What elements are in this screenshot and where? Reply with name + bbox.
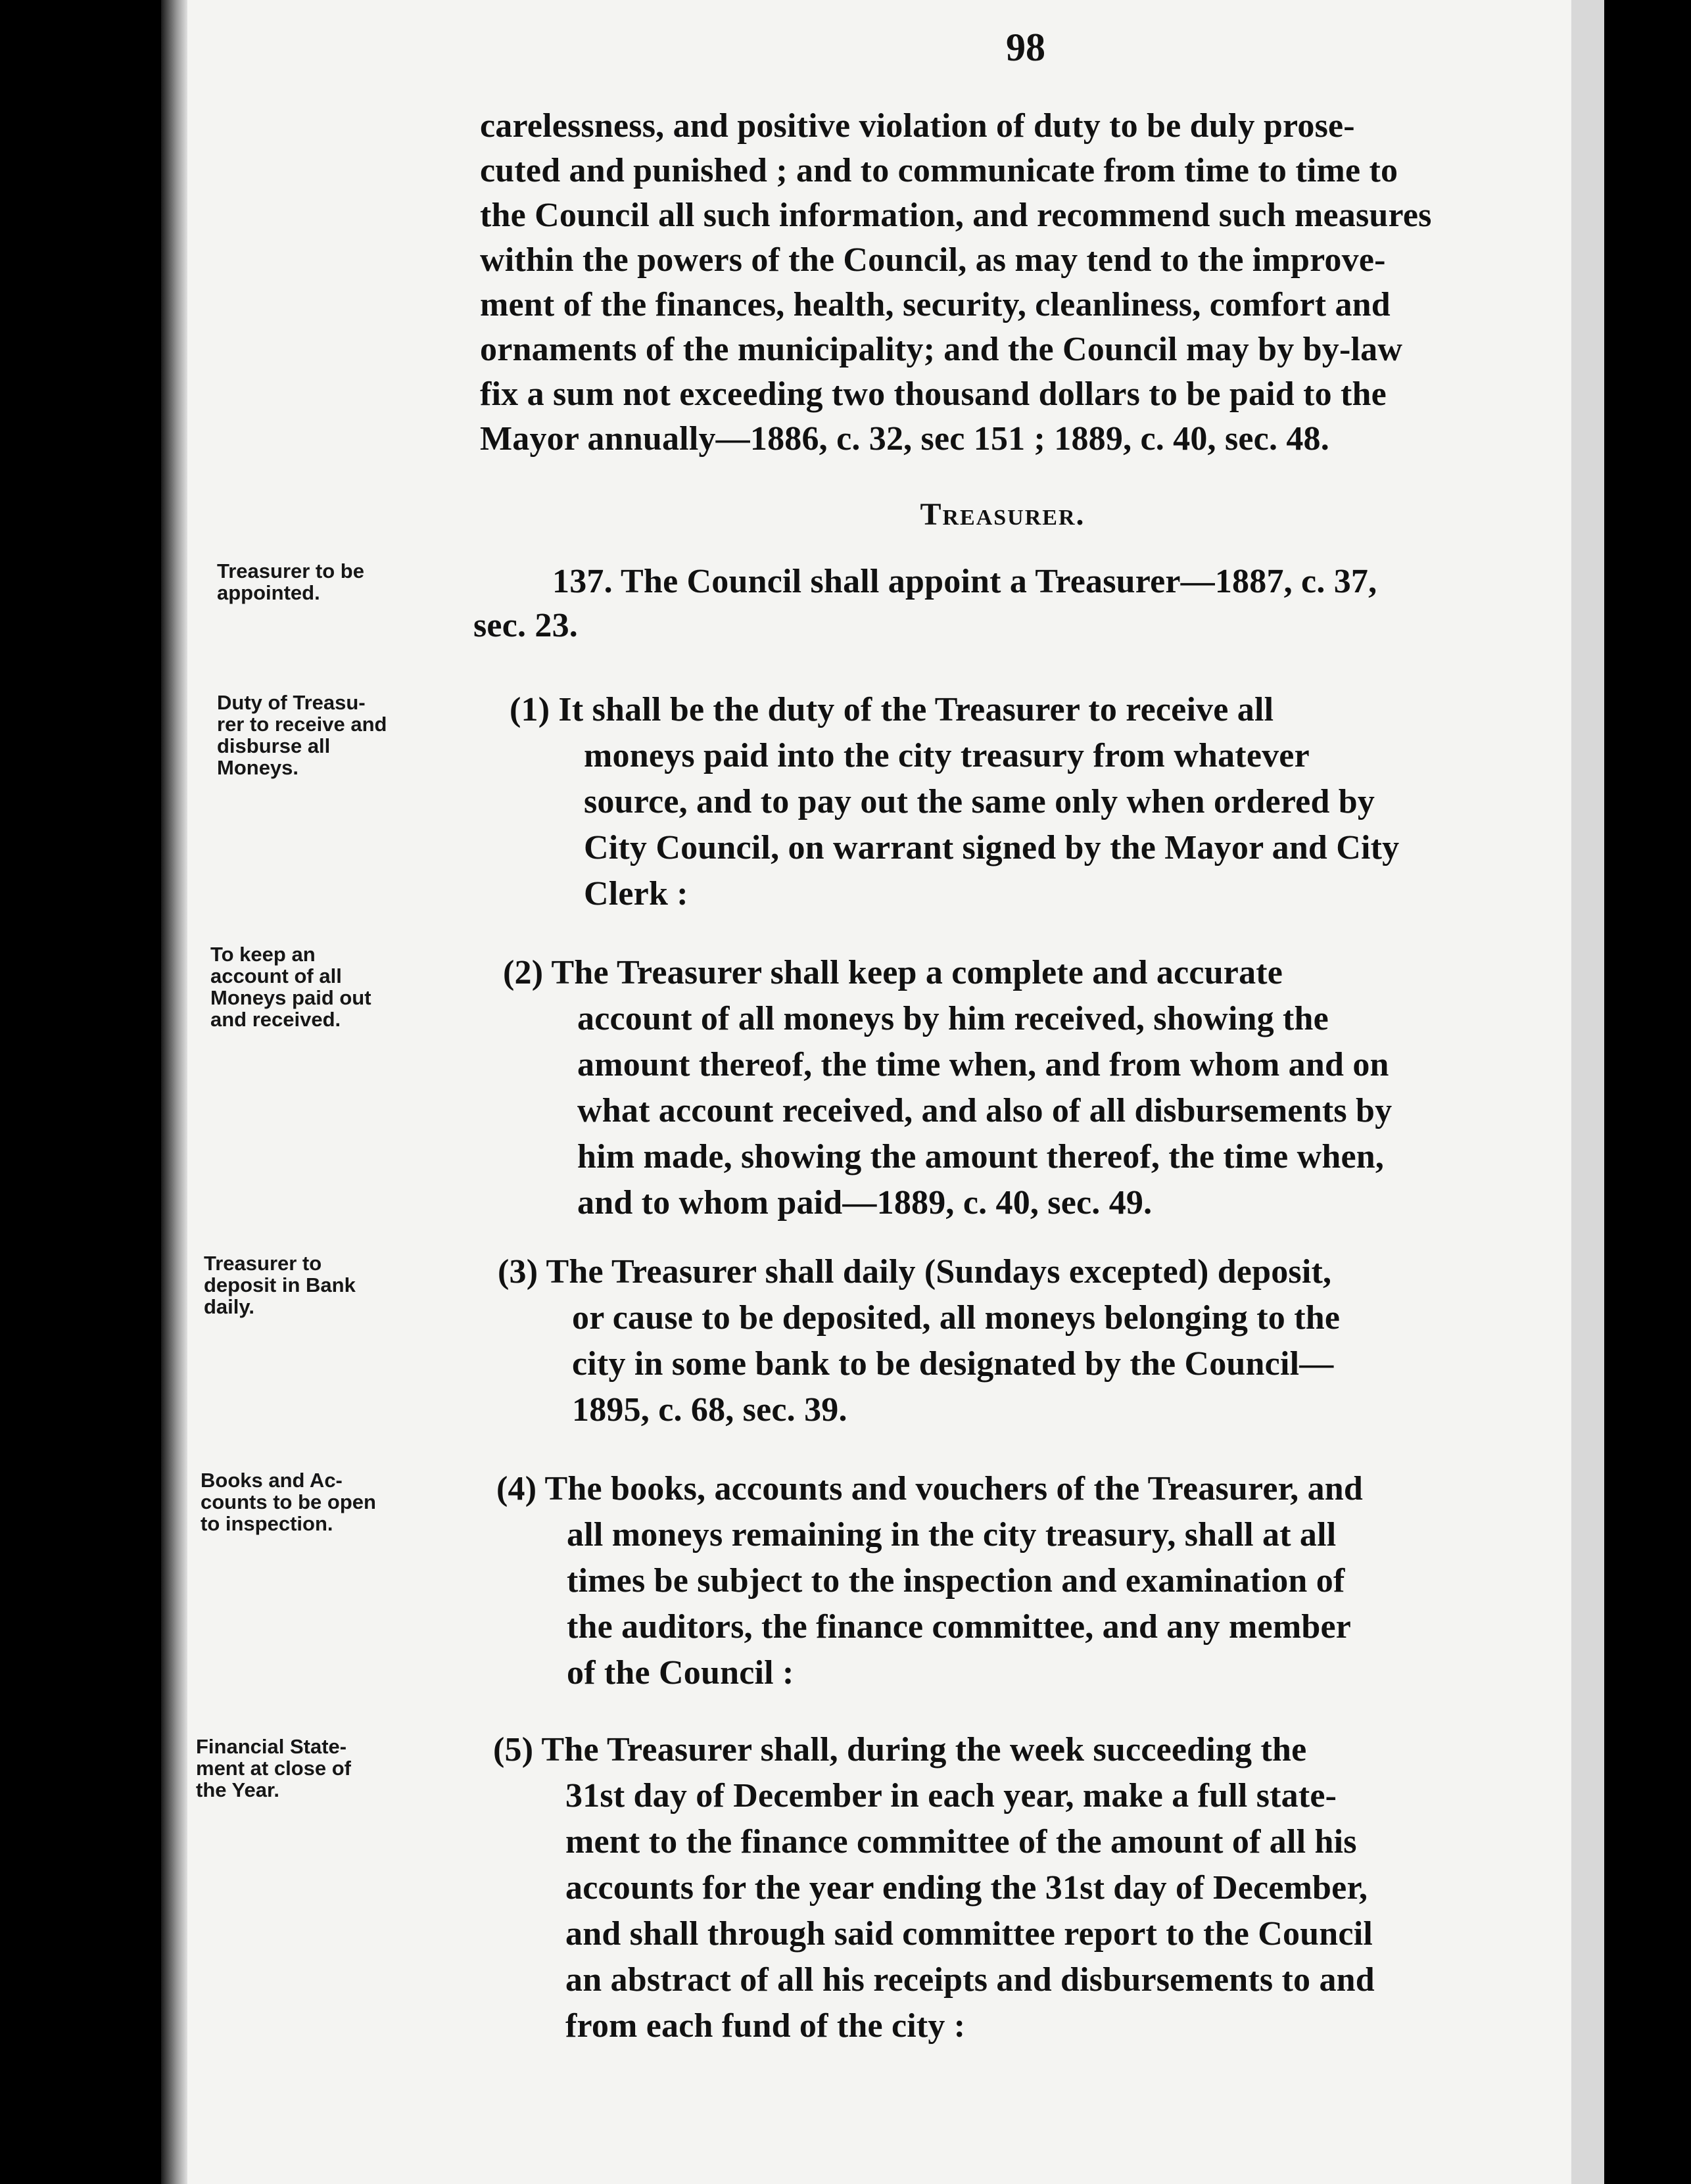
text-line: ornaments of the municipality; and the Council may by by-law (480, 331, 1403, 368)
text-line: 137. The Council shall appoint a Treasurer—1887, c. 37, (552, 563, 1377, 600)
text-line: and shall through said committee report to the Council (565, 1915, 1373, 1953)
text-line: City Council, on warrant signed by the Mayor and City (584, 829, 1400, 866)
text-line: 31st day of December in each year, make a full state- (565, 1777, 1337, 1815)
text-line: 1895, c. 68, sec. 39. (572, 1391, 847, 1429)
text-line: from each fund of the city : (565, 2007, 966, 2045)
page-number: 98 (1006, 26, 1045, 69)
text-line: of the Council : (567, 1654, 794, 1692)
text-line: (4) The books, accounts and vouchers of the Treasurer, and (496, 1470, 1364, 1507)
text-line: amount thereof, the time when, and from whom and on (577, 1046, 1389, 1083)
text-line: Mayor annually—1886, c. 32, sec 151 ; 1889, c. 40, sec. 48. (480, 420, 1329, 458)
text-line: moneys paid into the city treasury from whatever (584, 737, 1310, 774)
margin-note-books-open-to-inspection: Books and Ac- counts to be open to inspection. (201, 1469, 376, 1535)
text-line: Clerk : (584, 875, 688, 913)
text-line: the auditors, the finance committee, and any member (567, 1608, 1352, 1646)
text-line: cuted and punished ; and to communicate from time to time to (480, 152, 1398, 189)
margin-note-deposit-in-bank: Treasurer to deposit in Bank daily. (204, 1252, 356, 1318)
text-line: ment to the finance committee of the amount of all his (565, 1823, 1357, 1861)
scan-border-left (0, 0, 161, 2184)
text-line: (2) The Treasurer shall keep a complete and accurate (503, 954, 1283, 991)
text-line: ment of the finances, health, security, cleanliness, comfort and (480, 286, 1391, 323)
text-line: and to whom paid—1889, c. 40, sec. 49. (577, 1184, 1153, 1222)
scan-border-right (1604, 0, 1691, 2184)
text-line: him made, showing the amount thereof, the time when, (577, 1138, 1385, 1175)
text-line: (5) The Treasurer shall, during the week succeeding the (493, 1731, 1307, 1769)
text-line: (3) The Treasurer shall daily (Sundays excepted) deposit, (498, 1253, 1332, 1291)
text-line: times be subject to the inspection and examination of (567, 1562, 1345, 1600)
adjacent-page-edge (1571, 0, 1604, 2184)
text-line: sec. 23. (473, 607, 578, 644)
text-line: (1) It shall be the duty of the Treasurer to receive all (510, 691, 1274, 728)
page-spine-shadow (161, 0, 187, 2184)
section-heading: Treasurer. (920, 497, 1085, 532)
text-line: source, and to pay out the same only when ordered by (584, 783, 1375, 820)
text-line: all moneys remaining in the city treasury, shall at all (567, 1516, 1337, 1554)
text-line: what account received, and also of all disbursements by (577, 1092, 1393, 1129)
text-line: an abstract of all his receipts and disbursements to and (565, 1961, 1375, 1999)
text-line: fix a sum not exceeding two thousand dollars to be paid to the (480, 375, 1387, 413)
text-line: within the powers of the Council, as may tend to the improve- (480, 241, 1386, 279)
text-line: accounts for the year ending the 31st day of December, (565, 1869, 1368, 1907)
margin-note-financial-statement: Financial State- ment at close of the Year. (196, 1735, 351, 1801)
text-line: account of all moneys by him received, showing the (577, 1000, 1329, 1037)
margin-note-keep-account: To keep an account of all Moneys paid out and received. (210, 943, 371, 1031)
text-line: the Council all such information, and recommend such measures (480, 197, 1432, 234)
margin-note-duty-of-treasurer: Duty of Treasu- rer to receive and disburse all Moneys. (217, 691, 387, 779)
margin-note-treasurer-appointed: Treasurer to be appointed. (217, 559, 364, 604)
text-line: or cause to be deposited, all moneys belonging to the (572, 1299, 1341, 1337)
text-line: carelessness, and positive violation of duty to be duly prose- (480, 107, 1355, 145)
text-line: city in some bank to be designated by the Council— (572, 1345, 1334, 1383)
